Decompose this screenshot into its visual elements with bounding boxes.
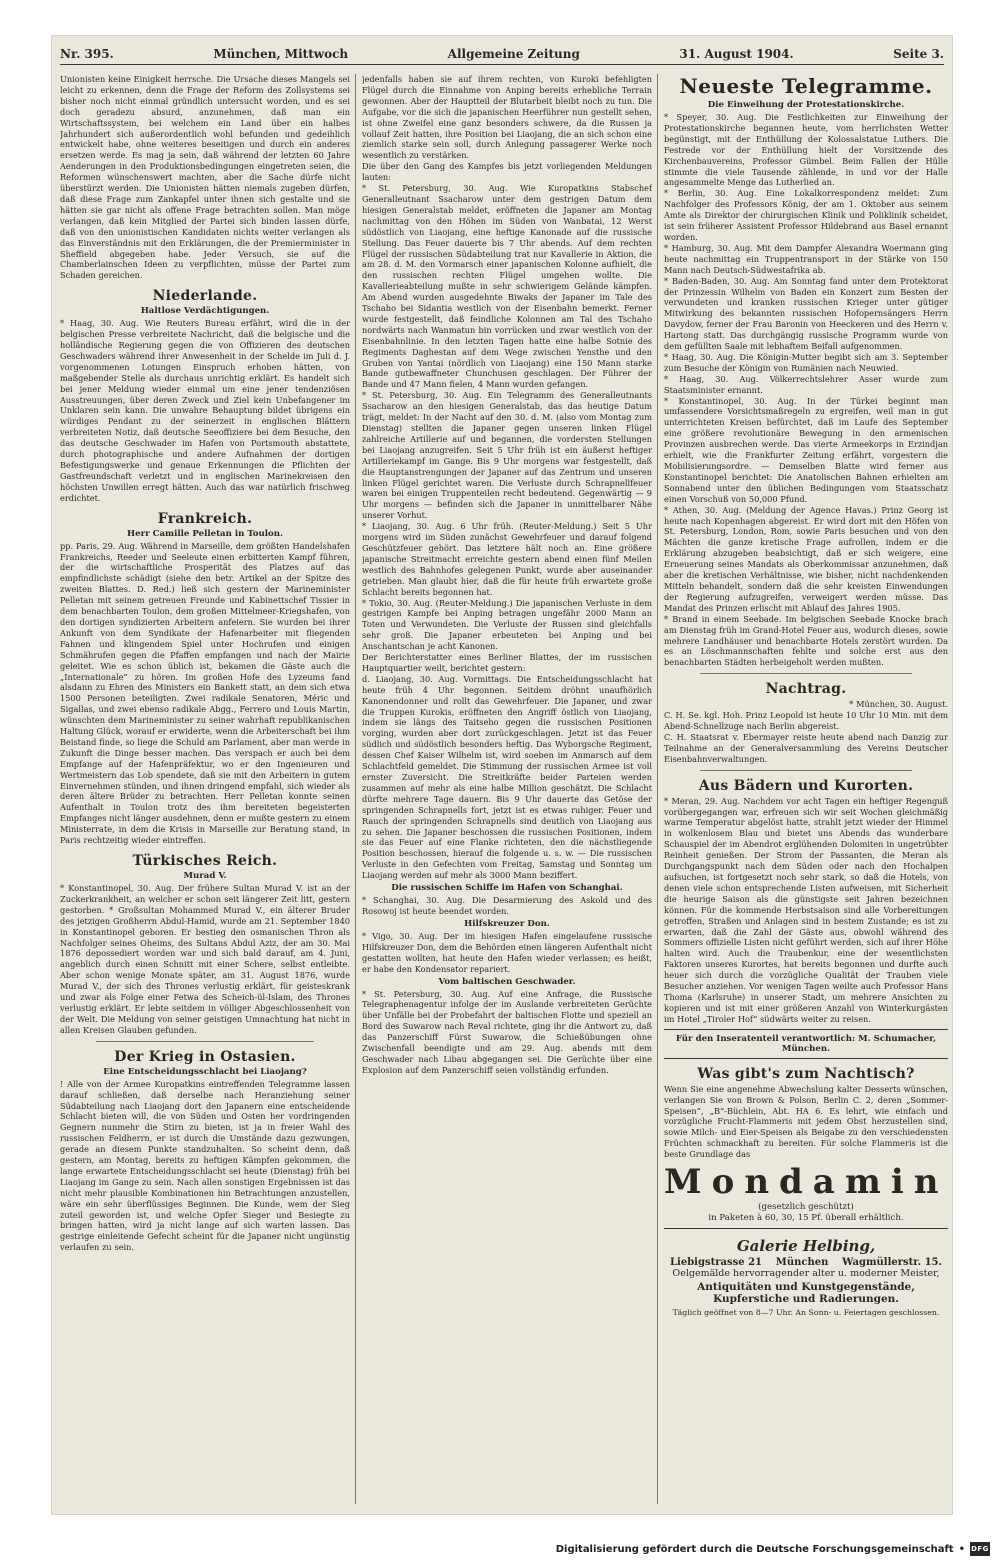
telegram-item: * Haag, 30. Aug. Völkerrechtslehrer Asser wurde zum Staatsminister ernannt.: [664, 373, 948, 395]
article-subheading: Eine Entscheidungsschlacht bei Liaojang?: [103, 1066, 307, 1077]
telegram-item: * Speyer, 30. Aug. Die Festlichkeiten zur Einweihung der Protestationskirche begannen heute, vom herrlichsten Wetter begünstigt, mit der Enthüllung der Kolossalstatue Luthers. Die Festrede vor der Enthüllung hielt der Vorsitzende des Kirchenbauvereins, Professor Gümbel. Beim Fallen der Hülle stimmte die viele Tausende zählende, in und vor der Halle angesammelte Menge das Lutherlied an.: [664, 112, 948, 188]
divider: [664, 1228, 948, 1229]
telegram-item: * Haag, 30. Aug. Die Königin-Mutter begibt sich am 3. September zum Besuche der Königin von Rumänien nach Neuwied.: [664, 351, 948, 373]
divider: [96, 1041, 314, 1042]
advertisement-line: in Paketen à 60, 30, 15 Pf. überall erhältlich.: [708, 1213, 904, 1224]
advertisement-heading: Was gibt's zum Nachtisch?: [697, 1065, 915, 1082]
address-city: München: [775, 1257, 829, 1269]
article-paragraph: * Haag, 30. Aug. Wie Reuters Bureau erfährt, wird die in der belgischen Presse verbreitete Nachricht, daß die belgische und die holländische Regierung gegen die von Offizieren des deutschen Geschwaders während ihrer Anwesenheit in der Schelde im Juli d. J. vorgenommenen Lotungen Einspruch erhoben hätten, von maßgebender Stelle als durchaus unrichtig erklärt. Es handelt sich bei jener Meldung wieder einmal um eine jener tendenziösen Ausstreuungen, über deren Zweck und Ziel kein Unbefangener im Unklaren sein kann. Die unwahre Behauptung bildet übrigens ein würdiges Pendant zu der seinerzeit in englischen Blättern verbreiteten Notiz, daß deutsche Seeoffiziere bei dem Besuche, den das deutsche Geschwader im Hafen von Portsmouth abstattete, durch photographische und andere Aufnahmen der dortigen Befestigungswerke und genaue Erkennungen die Pflichten der Gastfreundschaft verletzt und in englischen Marinekreisen den höchsten Unwillen erregt hätten. Auch das war natürlich frischweg erdichtet.: [60, 318, 350, 503]
article-paragraph: Unionisten keine Einigkeit herrsche. Die Ursache dieses Mangels sei leicht zu erkennen, denn die Frage der Reform des Zollsystems sei bisher noch nicht einmal gründlich untersucht worden, und es sei doch geradezu absurd, anzunehmen, daß man ein Wirtschaftssystem, bei welchem ein Land über ein halbes Jahrhundert sich außerordentlich wohl befunden und gedeihlich entwickelt habe, ohne weiteres beseitigen und durch ein anderes ersetzen werde. Es mag ja sein, daß während der letzten 60 Jahre Aenderungen in den Produktionsbedingungen eingetreten seien, die Reformen wünschenswert machten, aber die Sache dürfe nicht überstürzt werden. Die Unionisten hätten niemals zugeben dürfen, daß diese Frage zum Zankapfel unter ihnen sich gestalte und sie hätten sie gar nicht als offene Frage betrachten sollen. Man möge verlangen, daß kein Mitglied der Partei sich binden lassen dürfe, daß von den unionistischen Kandidaten nichts weiter verlangen als das Einverständnis mit den Erklärungen, die der Premierminister in Sheffield abgegeben habe. Jeder Versuch, sie auf die Chamberlainschen Ideen zu verpflichten, müsse der Partei zum Schaden gereichen.: [60, 74, 350, 281]
column-rule: [355, 74, 356, 1504]
address-left: Liebigstrasse 21: [670, 1257, 762, 1269]
article-paragraph: * Vigo, 30. Aug. Der im hiesigen Hafen eingelaufene russische Hilfskreuzer Don, dem die Behörden einen längeren Aufenthalt nicht gestatten wollten, hat heute den Hafen wieder verlassen; es heißt, er habe den Kondensator repariert.: [362, 930, 652, 974]
article-subheading: Hilfskreuzer Don.: [464, 918, 550, 929]
article-paragraph: ! Alle von der Armee Kuropatkins eintreffenden Telegramme lassen darauf schließen, daß derselbe nach Heranziehung seiner Südabteilung nach Liaojang dort den Japanern eine entscheidende Schlacht bieten will, die von Süden und Osten her vordringenden Gegnern nunmehr die Stirn zu bieten, ist ja in freier Wahl des russischen Feldherrn, er ist durch die Umstände dazu gezwungen, gerade an diesem Punkte standzuhalten. So scheint denn, daß gestern, am Montag, bereits zu heftigen Kämpfen gekommen, die lange erwartete Entscheidungsschlacht sei heute (Dienstag) früh bei Liaojang im Gange zu sein. Nach allen sonstigen Ergebnissen ist das nicht mehr plausible Kombinationen hin Betrachtungen anzustellen, wäre ein sehr überflüssiges Beginnen. Die Kunde, wem der Sieg zuteil geworden ist, und welche Opfer Sieger und Besiegte zu bringen hatten, wird ja nicht lange auf sich warten lassen. Das gestrige einleitende Gefecht scheint für die Japaner nicht ungünstig verlaufen zu sein.: [60, 1078, 350, 1253]
article-paragraph: * St. Petersburg, 30. Aug. Auf eine Anfrage, die Russische Telegraphenagentur infolge der im Auslande verbreiteten Gerüchte über Unfälle bei der Probefahrt der baltischen Flotte und speziell an Bord des Suwarow nach Reval richtete, ging ihr die Antwort zu, daß das Panzerschiff Fürst Suwarow, die Schießübungen ohne Zwischenfall beendigte und am 29. Aug. abends mit dem Geschwader nach Libau abgegangen sei. Die Gerüchte über eine Explosion auf dem Panzerschiff seien vollständig erfunden.: [362, 988, 652, 1075]
divider: [700, 770, 912, 771]
galerie-line: Kupferstiche und Radierungen.: [713, 1293, 899, 1306]
article-paragraph: jedenfalls haben sie auf ihrem rechten, von Kuroki befehligten Flügel durch die Einnahme von Anping bereits erhebliche Terrain gewonnen. Aber der Hauptteil der Blutarbeit bleibt noch zu tun. Die Aufgabe, vor die sich die japanischen Heerführer nun gestellt sehen, ist ohne Zweifel eine ganz besonders schwere, da die Russen ja vollauf Zeit hatten, ihre Position bei Liaojang, die an sich schon eine ziemlich starke sein soll, durch Anlegung passagerer Werke noch wesentlich zu verstärken.: [362, 74, 652, 161]
bullet-icon: •: [958, 1543, 965, 1555]
section-heading: Frankreich.: [157, 510, 253, 527]
article-paragraph: * Meran, 29. Aug. Nachdem vor acht Tagen ein heftiger Regenguß vorübergegangen war, erfreuen sich wir seit Wochen gleichmäßig warme Temperatur abgelöst hatte, strahlt jetzt wieder der Himmel in wolkenlosem Blau und bietet uns Abends das wunderbare Schauspiel der im Abendrot erglühenden Dolomiten in ungetrübter Reinheit genießen. Der Strom der Passanten, die Meran als Durchgangspunkt nach dem Süden oder nach den Hochalpen aufsuchen, ist fortgesetzt noch sehr stark, so daß die Hotels, von denen viele schon entsprechende Listen aufweisen, mit Sicherheit die heurige Saison als die günstigste seit Jahren bezeichnen können. Für die kommende Herbstsaison sind alle Vorbereitungen getroffen, Straßen und Anlagen sind in bestem Zustande; es ist zu erwarten, daß die Zahl der Gäste aus, obwohl während des Sommers offizielle Listen nicht geführt werden, sich auf ihrer Höhe halten wird. Auch die Traubenkur, eine der wesentlichsten Faktoren unseres Kurortes, hat bereits begonnen und durfte auch heuer sich durch die vorzügliche Qualität der Trauben viele Besucher anziehen. Vor wenigen Tagen weilte auch Professor Hans Thoma (Karlsruhe) in unserer Stadt, um mehrere Ansichten zu kopieren und ist mit einer größeren Anzahl von Winterkurgästen im Hotel „Tiroler Hof“ südwärts weiter zu reisen.: [664, 795, 948, 1024]
telegram-item: * Brand in einem Seebade. Im belgischen Seebade Knocke brach am Dienstag früh im Grand-Hotel Feuer aus, wodurch dieses, sowie mehrere Landhäuser und benachbarte Hotels zerstört wurden. Da es an Löschmannschaften fehlte und solche erst aus den benachbarten Städten herbeigeholt werden mußten.: [664, 613, 948, 668]
article-paragraph: * Liaojang, 30. Aug. 6 Uhr früh. (Reuter-Meldung.) Seit 5 Uhr morgens wird im Süden zunächst Gewehrfeuer und darauf folgend Geschützfeuer gehört. Das letztere hält noch an. Eine größere japanische Streitmacht erreichte gestern abend einen fünf Meilen westlich des Bahnhofes gelegenen Punkt, wurde aber auseinander getrieben. Man glaubt hier, daß die für heute früh erwartete große Schlacht bereits begonnen hat.: [362, 521, 652, 597]
dfg-logo-icon: DFG: [970, 1542, 990, 1556]
issue-date: 31. August 1904.: [679, 47, 794, 61]
advertisement-text: Wenn Sie eine angenehme Abwechslung kalter Desserts wünschen, verlangen Sie von Brown & Polson, Berlin C. 2, deren „Sommer-Speisen“, „B“-Büchlein, Abt. HA 6. Es lehrt, wie einfach und vorzügliche Frucht-Flammeris mit jedem Obst herzustellen sind, sowie Milch- und Eier-Speisen als Beigabe zu den verschiedensten Früchten schmackhaft zu bereiten. Für solche Flammeris ist die beste Grundlage das: [664, 1083, 948, 1160]
address-right: Wagmüllerstr. 15.: [842, 1257, 942, 1269]
credit-text: Digitalisierung gefördert durch die Deutsche Forschungsgemeinschaft: [555, 1543, 954, 1555]
article-subheading: Die russischen Schiffe im Hafen von Schanghai.: [391, 883, 623, 894]
telegram-item: * Baden-Baden, 30. Aug. Am Sonntag fand unter dem Protektorat der Prinzessin Wilhelm von Baden ein Konzert zum Besten der verwundeten und kranken russischen Krieger unter gütiger Mitwirkung des bekannten russischen Hofopernsängers Herrn Davydow, ferner der Frau Baronin von Heeckeren und des Herrn v. Hartong statt. Das durchgängig russische Programm wurde von dem gefüllten Saale mit lebhaftem Beifall aufgenommen.: [664, 275, 948, 352]
article-subheading: Die Einweihung der Protestationskirche.: [707, 100, 905, 110]
section-heading: Nachtrag.: [765, 681, 847, 698]
advertisement-line: (gesetzlich geschützt): [758, 1202, 854, 1213]
section-heading: Der Krieg in Ostasien.: [114, 1048, 296, 1065]
galerie-line: Antiquitäten und Kunstgegenstände,: [697, 1280, 915, 1293]
issue-number: Nr. 395.: [60, 47, 114, 61]
place-day: München, Mittwoch: [213, 47, 349, 61]
article-paragraph: d. Liaojang, 30. Aug. Vormittags. Die Entscheidungsschlacht hat heute früh 4 Uhr begonnen. Seitdem dröhnt unaufhörlich Kanonendonner und rollt das Gewehrfeuer. Die Japaner, und zwar die Truppen Kurokis, eröffneten den Angriff östlich von Liaojang, indem sie längs des Taitseho gegen die russischen Positionen vorging, wurden aber dort zurückgeschlagen. Jetzt ist das Feuer südlich und südöstlich besonders heftig. Das Wyborgsche Regiment, dessen Chef Kaiser Wilhelm ist, wird soeben im Anmarsch auf dem Schlachtfeld gemeldet. Die Stimmung der russischen Armee ist voll ernster Zuversicht. Die Streitkräfte beider Parteien werden zusammen auf mehr als eine halbe Million geschätzt. Die Schlacht dürfte mehrere Tage dauern. Bis 9 Uhr dauerte das Getöse der springenden Schrapnells fort, jetzt ist es etwas ruhiger. Feuer und Rauch der springenden Schrapnells sind deutlich von Liaojang aus zu sehen. Die Japaner beschossen die russischen Positionen, indem sie das Feuer auf eine Flanke richteten, den die nächstliegende Position beschossen, hierauf die folgende u. s. w. — Die russischen Verluste in den Gefechten vom Freitag, Samstag und Sonntag um Liaojang werden auf mehr als 3000 Mann beziffert.: [362, 673, 652, 881]
article-subheading: Vom baltischen Geschwader.: [438, 976, 576, 987]
telegram-item: * Berlin, 30. Aug. Eine Lokalkorrespondenz meldet: Zum Nachfolger des Professors König, der am 1. Oktober aus seinem Amte als Direktor der chirurgischen Klinik und Poliklinik scheidet, ist sein früherer Assistent Professor Hildebrand aus Basel ernannt worden.: [664, 188, 948, 242]
column-3: [664, 74, 948, 1504]
article-subheading: Murad V.: [183, 871, 227, 881]
column-2: [362, 74, 652, 1504]
section-heading: Niederlande.: [152, 288, 258, 305]
article-paragraph: * St. Petersburg, 30. Aug. Ein Telegramm des Generalleutnants Ssacharow an den hiesigen Generalstab, das das heutige Datum trägt, meldet: In der Nacht auf den 30. d. M. (also vom Montag zum Dienstag) stellten die Japaner gegen unseren linken Flügel zahlreiche Artillerie auf und begannen, die vordersten Stellungen bei Liaojang anzugreifen. Seit 5 Uhr früh ist ein äußerst heftiger Artilleriekampf im Gange. Bis 9 Uhr morgens war festgestellt, daß die Hauptanstrengungen der Japaner auf das Zentrum und unseren linken Flügel gerichtet waren. Die Verluste durch Schrapnellfeuer waren bei einigen Truppenteilen recht bedeutend. Gegenwärtig — 9 Uhr morgens — befinden sich die Japaner in unmittelbarer Nähe unserer Vorhut.: [362, 390, 652, 521]
article-subheading: Haltlose Verdächtigungen.: [140, 306, 270, 317]
galerie-title: Galerie Helbing,: [736, 1237, 876, 1256]
article-paragraph: C. H. Staatsrat v. Ebermayer reiste heute abend nach Danzig zur Teilnahme an der Generalversammlung des Vereins Deutscher Eisenbahnverwaltungen.: [664, 731, 948, 764]
article-paragraph: * St. Petersburg, 30. Aug. Wie Kuropatkins Stabschef Generalleutnant Ssacharow unter dem gestrigen Datum dem hiesigen Generalstab meldet, eröffneten die Japaner am Montag nachmittag von den Höhen im Süden von Wanbatai, 12 Werst südöstlich von Liaojang, eine heftige Kanonade auf die russische Stellung. Das Feuer dauerte bis 7 Uhr abends. Auf dem rechten Flügel der russischen Südabteilung trat nur Kavallerie in Aktion, die am 28. d. M. den Vormarsch einer japanischen Kolonne aufhielt, die den russischen rechten Flügel umgehen wollte. Die Kavallerieabteilung mußte in sehr schwierigem Gelände kämpfen. Am Abend wurden ausgedehnte Biwaks der Japaner im Tale des Tschaho bei Sidantia westlich von der Eisenbahn bemerkt. Ferner wurde festgestellt, daß feindliche Kolonnen am Tal des Tschaho nordwärts nach Wanmatun bin vorrücken und zwar westlich von der Eisenbahnlinie. In den letzten Tagen hatte eine halbe Sotnie des Regiments Daghestan auf dem Wege zwischen Yensthe und den Gruben von Yantai (nördlich von Liaojang) eine 150 Mann starke Bande gutbewaffneter Chunchusen geschlagen. Der Führer der Bande und 47 Mann fielen, 4 Mann wurden gefangen.: [362, 183, 652, 390]
section-heading: Türkisches Reich.: [132, 853, 278, 869]
article-subheading: Herr Camille Pelletan in Toulon.: [127, 528, 283, 539]
article-paragraph: * Schanghai, 30. Aug. Die Desarmierung des Askold und des Rosowoj ist heute beendet worden.: [362, 895, 652, 916]
newspaper-title: Allgemeine Zeitung: [447, 47, 580, 61]
responsibility-notice: Für den Inseratenteil verantwortlich: M. Schumacher, München.: [675, 1033, 937, 1054]
dateline: * München, 30. August.: [849, 699, 948, 710]
newspaper-page: [52, 36, 952, 1514]
telegram-item: * Konstantinopel, 30. Aug. In der Türkei beginnt man umfassendere Vorsichtsmaßregeln zu ergreifen, weil man in gut unterrichteten Kreisen befürchtet, daß im Laufe des September eine größere revolutionäre Bewegung in den armenischen Provinzen ausbrechen werde. Das vierte Armeekorps in Erzindjan erhielt, wie die Frankfurter Zeitung erfährt, vorgestern die Mobilisierungsordre. — Demselben Blatte wird ferner aus Konstantinopel berichtet: Die Anatolischen Bahnen erhielten am Sonnabend unter den üblichen Bedingungen vom Staatsschatz einen Vorschuß von 50,000 Pfund.: [664, 395, 948, 504]
mondamin-brand: Mondamin: [664, 1162, 948, 1203]
article-paragraph: * Konstantinopel, 30. Aug. Der frühere Sultan Murad V. ist an der Zuckerkrankheit, an welcher er schon seit längerer Zeit litt, gestern gestorben. * Großsultan Mohammed Murad V., ein älterer Bruder des jetzigen Großherrn Abdul-Hamid, wurde am 21. September 1840 in Konstantinopel geboren. Er bestieg den osmanischen Thron als Nachfolger seines Oheims, des Sultans Abdul Aziz, der am 30. Mai 1876 depossediert worden war und sich bald darauf, am 4. Juni, angeblich durch einen Schnitt mit einer Schere, selbst entleibte. Aber schon wenige Monate später, am 31. August 1876, wurde Murad V., der sich des Thrones verlustig erklärt, für geisteskrank und zwar als Folge einer Fetwa des Scheich-ül-Islam, des Thrones verlustig erklärt. Er lebte seitdem in völliger Abgeschlossenheit von der Welt. Die Meldung von seiner geistigen Umnachtung hat nicht in allen Kreisen Glauben gefunden.: [60, 883, 350, 1035]
galerie-line: Oelgemälde hervorragender alter u. moderner Meister,: [672, 1268, 940, 1280]
section-heading: Neueste Telegramme.: [679, 74, 933, 98]
article-paragraph: C. H. Se. kgl. Hoh. Prinz Leopold ist heute 10 Uhr 10 Min. mit dem Abend-Schnellzuge nach Berlin abgereist.: [664, 710, 948, 732]
galerie-hours: Täglich geöffnet von 8—7 Uhr. An Sonn- u. Feiertagen geschlossen.: [672, 1307, 940, 1317]
galerie-address: [664, 1257, 948, 1268]
column-1: [60, 74, 350, 1504]
digitization-credit: [556, 1542, 990, 1556]
divider: [664, 1058, 948, 1059]
article-paragraph: Der Berichterstatter eines Berliner Blattes, der im russischen Hauptquartier weilt, berichtet gestern:: [362, 652, 652, 673]
divider: [664, 1029, 948, 1030]
telegram-item: * Athen, 30. Aug. (Meldung der Agence Havas.) Prinz Georg ist heute nach Kopenhagen abgereist. Er wird dort mit den Höfen von St. Petersburg, London, Rom, sowie Paris besuchen und von den Mächten die ganze kretische Frage aufrollen, indem er die Erklärung abzugeben beabsichtigt, daß er sich weigere, eine Erneuerung seines Mandats als Oberkommissar anzunehmen, daß aber die kretischen Verhältnisse, wie bisher, nicht nachdenkenden Mitteln behandelt, sondern daß die sehr kreisten Einwendungen der Regierung aufzugreifen, verweigert werden müsse. Das Mandat des Prinzen erlischt mit Ablauf des Jahres 1905.: [664, 504, 948, 613]
telegram-item: * Hamburg, 30. Aug. Mit dem Dampfer Alexandra Woermann ging heute nachmittag ein Truppentransport in der Stärke von 150 Mann nach Deutsch-Südwestafrika ab.: [664, 242, 948, 275]
divider: [700, 673, 912, 674]
article-paragraph: Die über den Gang des Kampfes bis jetzt vorliegenden Meldungen lauten:: [362, 161, 652, 183]
section-heading: Aus Bädern und Kurorten.: [698, 777, 914, 794]
masthead: [60, 44, 944, 65]
article-paragraph: * Tokio, 30. Aug. (Reuter-Meldung.) Die japanischen Verluste in dem gestrigen Kampfe bei Anping betragen ungefähr 2000 Mann an Toten und Verwundeten. Die Verluste der Russen sind gleichfalls sehr groß. Die Japaner erbeuteten bei Anping und bei Anschantschan je acht Kanonen.: [362, 597, 652, 652]
page-number: Seite 3.: [893, 47, 944, 61]
column-rule: [657, 74, 658, 1504]
article-paragraph: pp. Paris, 29. Aug. Während in Marseille, dem größten Handelshafen Frankreichs, Reeder und Seeleute einen erbitterten Kampf führen, der die wirtschaftliche Prosperität des Platzes auf das empfindlichste schädigt (siehe den betr. Artikel an der Spitze des zweiten Blattes. D. Red.) ließ sich gestern der Marineminister Pelletan mit seinem getreuen Freunde und Kabinettschef Tissier in dem benachbarten Toulon, dem großen Mittelmeer-Kriegshafen, von den dortigen syndizierten Arbeitern anfeiern. Sie wurden bei ihrer Ankunft von dem Syndikate der Hafenarbeiter mit fliegenden Fahnen und klingendem Spiel unter Hochrufen und einigen Schmährufen gegen die Pfaffen empfangen und nach der Mairie geleitet. Wie es schon üblich ist, bekamen die Gäste auch die „Internationale“ zu hören. Im großen Hofe des Lyzeums fand alsdann zu Ehren des Ministers ein Bankett statt, an dem sich etwa 1500 Personen beteiligten. Zwei radikale Senatoren, Méric und Sigallas, und zwei ebenso radikale Abgg., Ferrero und Louis Martin, wünschten dem Marineminister zu seiner wahrhaft republikanischen Haltung Glück, worauf er erwiderte, wenn die Arbeiterschaft bei ihm Beistand finde, so liege die Schuld am Parlament, aber man werde in Zukunft die Dinge besser machen. Das verspach er auch bei dem Empfange auf der Hafenpräfektur, wo er den Ingenieuren und Wertmeistern das Lob spendete, daß sie mit den Arbeitern in gutem Einvernehmen stünden, und ihnen dringend empfahl, sich wieder als deren ältere Brüder zu betrachten. Herr Pelletan konnte seinen Aufenthalt in Toulon trotz des ihm bereiteten begeisterten Empfanges nicht länger ausdehnen, denn er mußte gestern zu einem Ministerrate, in dem die Krisis in Marseille zur Beratung stand, in Paris rechtzeitig wieder eintreffen.: [60, 540, 350, 846]
